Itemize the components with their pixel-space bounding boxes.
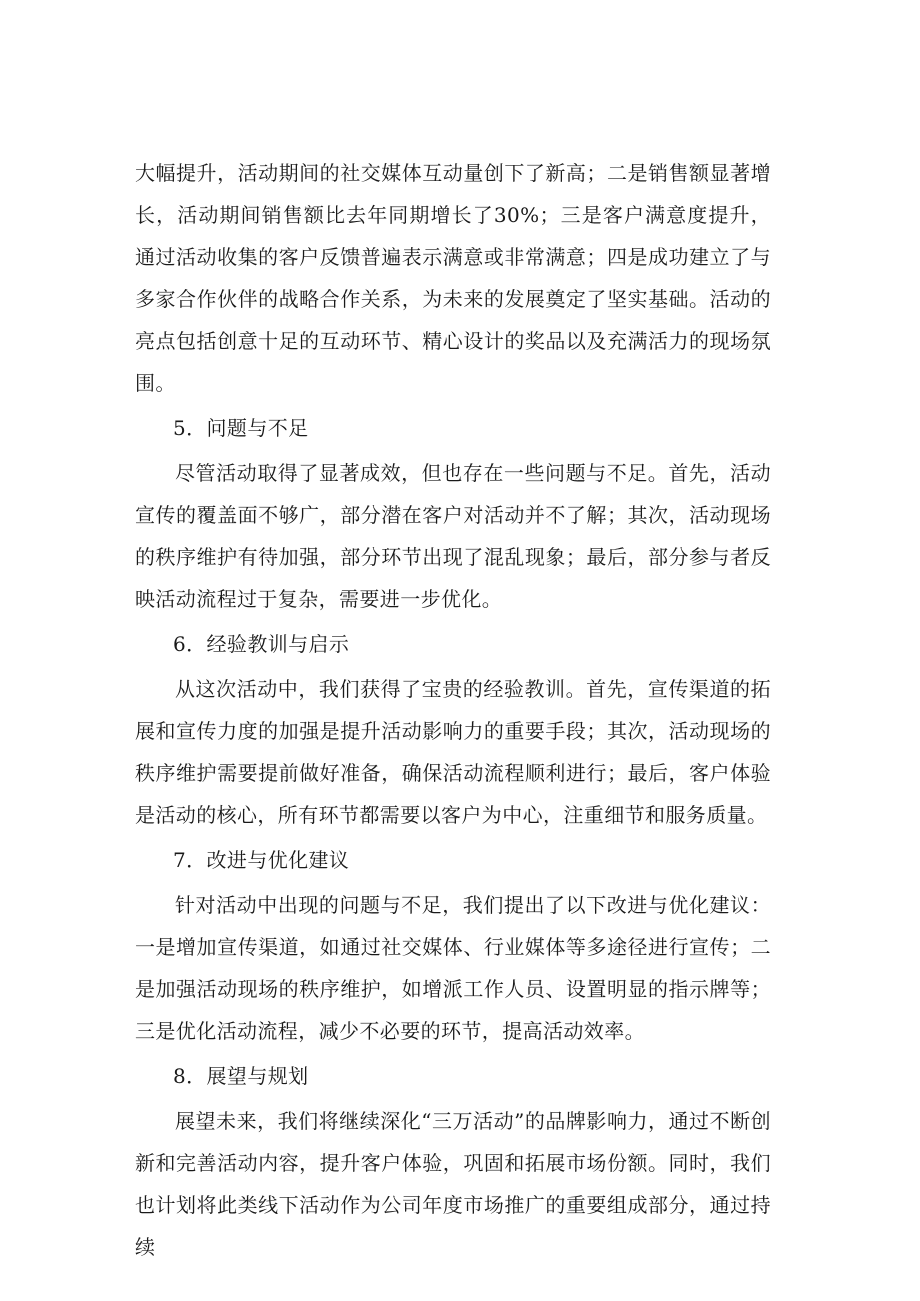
section-heading-7: 7．改进与优化建议 bbox=[173, 848, 350, 872]
paragraph-lessons: 从这次活动中，我们获得了宝贵的经验教训。首先，宣传渠道的拓展和宣传力度的加强是提升活动影响力的重要手段；其次，活动现场的秩序维护需要提前做好准备，确保活动流程顺利进行；最后，客户体验是活动的核心，所有环节都需要以客户为中心，注重细节和服务质量。 bbox=[135, 677, 771, 827]
document-body bbox=[135, 152, 771, 1268]
paragraph-improvements: 针对活动中出现的问题与不足，我们提出了以下改进与优化建议：一是增加宣传渠道，如通过社交媒体、行业媒体等多途径进行宣传；二是加强活动现场的秩序维护，如增派工作人员、设置明显的指示牌等；三是优化活动流程，减少不必要的环节，提高活动效率。 bbox=[135, 893, 771, 1043]
paragraph-outlook: 展望未来，我们将继续深化“三万活动”的品牌影响力，通过不断创新和完善活动内容，提升客户体验，巩固和拓展市场份额。同时，我们也计划将此类线下活动作为公司年度市场推广的重要组成部分，通过持续 bbox=[135, 1109, 771, 1259]
section-heading-8: 8．展望与规划 bbox=[173, 1064, 309, 1088]
paragraph-continued: 大幅提升，活动期间的社交媒体互动量创下了新高；二是销售额显著增长，活动期间销售额比去年同期增长了30%；三是客户满意度提升，通过活动收集的客户反馈普遍表示满意或非常满意；四是成功建立了与多家合作伙伴的战略合作关系，为未来的发展奠定了坚实基础。活动的亮点包括创意十足的互动环节、精心设计的奖品以及充满活力的现场氛围。 bbox=[135, 161, 771, 395]
section-heading-5: 5．问题与不足 bbox=[173, 416, 309, 440]
section-heading-6: 6．经验教训与启示 bbox=[173, 632, 350, 656]
paragraph-issues: 尽管活动取得了显著成效，但也存在一些问题与不足。首先，活动宣传的覆盖面不够广，部分潜在客户对活动并不了解；其次，活动现场的秩序维护有待加强，部分环节出现了混乱现象；最后，部分参与者反映活动流程过于复杂，需要进一步优化。 bbox=[135, 461, 771, 611]
